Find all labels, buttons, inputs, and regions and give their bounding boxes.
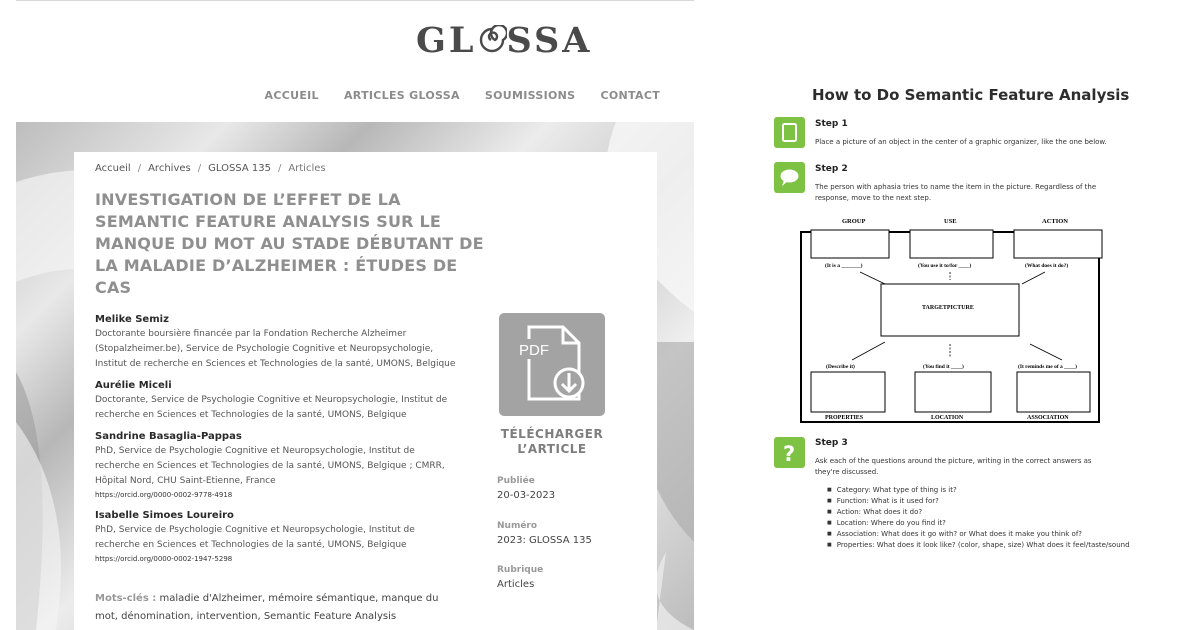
keywords [95,590,455,626]
breadcrumb [95,163,326,174]
logo-text-2: SSA [506,20,593,61]
step3-question-icon [774,437,805,468]
section-label: Rubrique [497,565,544,575]
crumb-separator: / [197,163,202,174]
list-item: ■ Properties: What does it look like? (color, shape, size) What does it feel/taste/sound [827,540,1130,551]
sfa-guide [760,0,1200,630]
graphic-organizer [800,214,1105,426]
published-label: Publiée [497,476,535,486]
pdf-download-button[interactable] [499,313,605,416]
organizer-properties-label: PROPERTIES [825,415,864,421]
logo-swirl-icon [477,25,507,55]
top-divider [16,0,694,1]
step3-title: Step 3 [815,438,848,448]
nav-soumissions[interactable]: SOUMISSIONS [484,89,576,102]
author-affiliation: Doctorante, Service de Psychologie Cognitive et Neuropsychologie, Institut de recherche en Sciences et Technologies de la santé, UMONS, Belgique [95,395,448,420]
crumb-articles: Articles [288,163,326,174]
organizer-use-prompt: (You use it to/for ____) [918,263,972,269]
site-logo[interactable] [416,20,592,61]
step2-title: Step 2 [815,164,848,174]
article-title: INVESTIGATION DE L’EFFET DE LA SEMANTIC FEATURE ANALYSIS SUR LE MANQUE DU MOT AU STADE DÉBUTANT DE LA MALADIE D’ALZHEIMER : ÉTUDES DE CAS [95,190,484,297]
step2-text: The person with aphasia tries to name the item in the picture. Regardless of the response, move to the next step. [815,183,1097,202]
crumb-separator: / [137,163,142,174]
meta-number [497,519,617,549]
step1-text: Place a picture of an object in the center of a graphic organizer, like the one below. [815,138,1107,146]
step2-speech-icon [774,162,805,193]
organizer-action-label: ACTION [1042,218,1069,225]
crumb-accueil[interactable]: Accueil [95,163,131,174]
crumb-glossa-135[interactable]: GLOSSA 135 [208,163,271,174]
nav-articles-glossa[interactable]: ARTICLES GLOSSA [343,89,460,102]
pdf-file-icon [499,313,605,416]
author-name: Isabelle Simoes Loureiro [95,510,234,521]
keywords-label: Mots-clés : [95,593,157,604]
organizer-remind-prompt: (It reminds me of a ____) [1018,364,1078,370]
number-label: Numéro [497,521,538,531]
author-affiliation: PhD, Service de Psychologie Cognitive et Neuropsychologie, Institut de recherche en Sciences et Technologies de la santé, UMONS, Belgique [95,525,415,550]
download-label[interactable] [484,427,620,457]
article-card [74,152,657,630]
author-orcid-link[interactable]: https://orcid.org/0000-0002-1947-5298 [95,555,233,563]
step1-tablet-icon [774,117,805,148]
nav-accueil[interactable]: ACCUEIL [264,89,319,102]
step3-text: Ask each of the questions around the picture, writing in the correct answers as they're discussed. [815,457,1092,476]
svg-text:?: ? [783,442,796,466]
organizer-action-prompt: (What does it do?) [1025,263,1069,269]
list-item: ■ Association: What does it go with? or What does it make you think of? [827,529,1130,540]
question-list [827,485,1130,551]
guide-title: How to Do Semantic Feature Analysis [812,86,1130,104]
download-label-line1: TÉLÉCHARGER [500,427,604,441]
list-item: ■ Category: What type of thing is it? [827,485,1130,496]
author-block [95,378,460,423]
published-value: 20-03-2023 [497,490,556,501]
author-orcid-link[interactable]: https://orcid.org/0000-0002-9778-4918 [95,491,233,499]
author-block [95,508,460,566]
author-block [95,429,460,502]
nav-contact[interactable]: CONTACT [600,89,660,102]
organizer-describe-prompt: (Describe it) [826,364,855,370]
authors-list [95,312,460,572]
list-item: ■ Function: What is it used for? [827,496,1130,507]
keywords-value: maladie d'Alzheimer, mémoire sémantique, manque du mot, dénomination, intervention, Semantic Feature Analysis [95,593,439,622]
pdf-label: PDF [519,342,549,359]
organizer-group-label: GROUP [842,218,866,225]
step1-title: Step 1 [815,119,848,129]
author-name: Melike Semiz [95,314,169,325]
meta-published [497,474,617,504]
organizer-use-label: USE [944,218,957,225]
author-affiliation: PhD, Service de Psychologie Cognitive et Neuropsychologie, Institut de recherche en Sciences et Technologies de la santé, UMONS, Belgique ; CMRR, Hôpital Nord, CHU Saint-Etienne, France [95,446,445,486]
download-label-line2: L’ARTICLE [517,442,587,456]
list-item: ■ Location: Where do you find it? [827,518,1130,529]
crumb-archives[interactable]: Archives [148,163,191,174]
crumb-separator: / [277,163,282,174]
organizer-location-label: LOCATION [931,415,964,421]
main-nav [0,89,660,102]
organizer-find-prompt: (You find it ____) [923,364,964,370]
list-item: ■ Action: What does it do? [827,507,1130,518]
organizer-target-label: TARGETPICTURE [922,305,974,311]
organizer-association-label: ASSOCIATION [1027,415,1069,421]
logo-text-1: GL [416,20,477,61]
author-name: Aurélie Miceli [95,380,172,391]
organizer-group-prompt: (It is a _______) [825,263,863,269]
number-value[interactable]: 2023: GLOSSA 135 [497,535,592,546]
section-value[interactable]: Articles [497,579,535,590]
author-name: Sandrine Basaglia-Pappas [95,431,242,442]
author-block [95,312,460,372]
meta-section [497,563,617,593]
author-affiliation: Doctorante boursière financée par la Fondation Recherche Alzheimer (Stopalzheimer.be), Service de Psychologie Cognitive et Neuropsychologie, Institut de recherche en Sciences et Technologies de la santé, UMONS, Belgique [95,329,456,369]
